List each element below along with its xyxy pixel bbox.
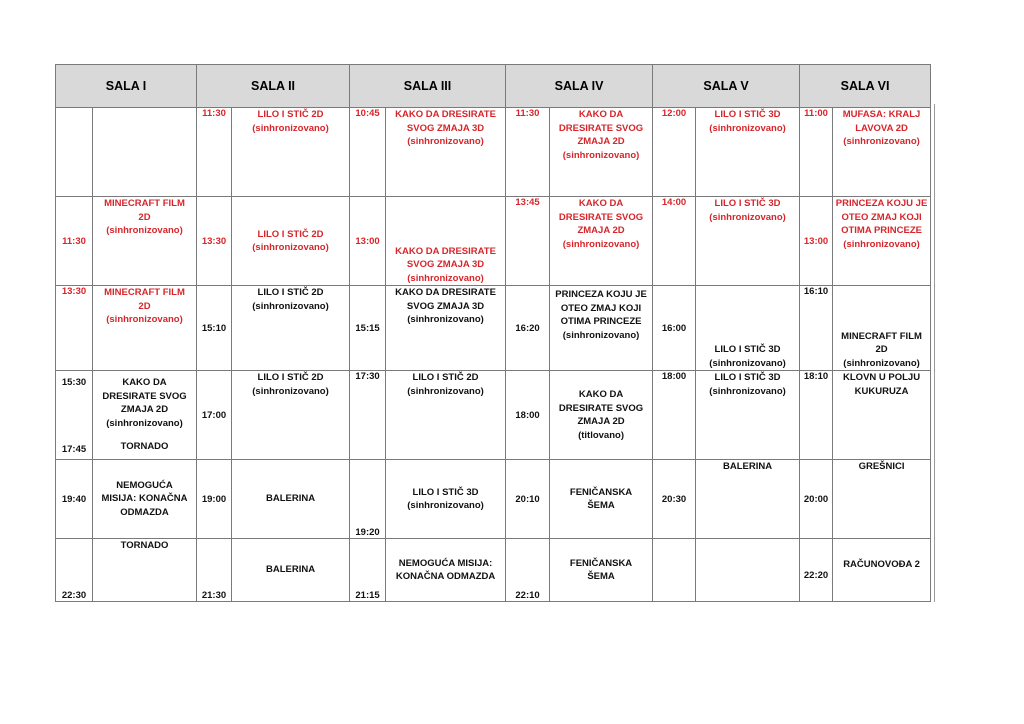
table-row [56,460,931,539]
movie-title: RAČUNOVOĐA 2 [833,539,931,602]
movie-title: NEMOGUĆA MISIJA: KONAČNA ODMAZDA [93,460,197,539]
movie-title: MINECRAFT FILM 2D (sinhronizovano) [93,197,197,286]
showtime: 16:10 [800,286,833,371]
movie-title: BALERINA [696,460,800,539]
table-row [56,539,931,602]
showtime: 12:00 [653,108,696,197]
table-row [56,108,931,197]
hall-header: SALA VI [800,65,931,108]
movie-title: MINECRAFT FILM 2D (sinhronizovano) [93,286,197,371]
movie-title: BALERINA [232,539,350,602]
showtime: 15:30 [61,377,87,388]
movie-title: TORNADO [120,441,169,452]
showtime: 18:10 [800,371,833,460]
showtime: 13:30 [197,197,232,286]
movie-title: FENIČANSKA ŠEMA [550,539,653,602]
showtime: 19:00 [197,460,232,539]
showtime: 16:00 [653,286,696,371]
showtime: 11:30 [56,197,93,286]
movie-title: KAKO DA DRESIRATE SVOG ZMAJA 2D (titlovano) [550,371,653,460]
showtime: 22:30 [56,539,93,602]
showtime: 21:15 [350,539,386,602]
movie-title: TORNADO [93,539,197,602]
showtime: 11:30 [197,108,232,197]
showtime: 11:30 [506,108,550,197]
showtime: 18:00 [506,371,550,460]
movie-title [696,539,800,602]
movie-title: KAKO DA DRESIRATE SVOG ZMAJA 2D (sinhronizovano) [550,108,653,197]
movie-title: KAKO DA DRESIRATE SVOG ZMAJA 2D (sinhronizovano) [550,197,653,286]
showtime: 21:30 [197,539,232,602]
showtime: 15:10 [197,286,232,371]
showtime: 13:45 [506,197,550,286]
showtime: 20:30 [653,460,696,539]
movie-title: LILO I STIČ 3D (sinhronizovano) [386,460,506,539]
movie-title: LILO I STIČ 2D (sinhronizovano) [232,371,350,460]
showtime [56,108,93,197]
page-edge-line [934,104,935,602]
showtime: 22:20 [800,539,833,602]
showtime [653,539,696,602]
cinema-schedule-table [55,64,931,602]
movie-title: PRINCEZA KOJU JE OTEO ZMAJ KOJI OTIMA PRINCEZE (sinhronizovano) [833,197,931,286]
movie-title: BALERINA [232,460,350,539]
showtime: 13:00 [800,197,833,286]
table-row [56,286,931,371]
movie-title: LILO I STIČ 2D (sinhronizovano) [232,286,350,371]
showtime: 20:10 [506,460,550,539]
showtime: 11:00 [800,108,833,197]
movie-title: MUFASA: KRALJ LAVOVA 2D (sinhronizovano) [833,108,931,197]
showtime: 22:10 [506,539,550,602]
header-row [56,65,931,108]
showtime: 17:00 [197,371,232,460]
movie-title: KAKO DA DRESIRATE SVOG ZMAJA 3D (sinhronizovano) [386,286,506,371]
showtime-cell [56,371,93,460]
showtime: 10:45 [350,108,386,197]
movie-title: FENIČANSKA ŠEMA [550,460,653,539]
movie-title: LILO I STIČ 2D (sinhronizovano) [386,371,506,460]
showtime: 16:20 [506,286,550,371]
showtime: 15:15 [350,286,386,371]
showtime: 19:20 [350,460,386,539]
movie-title: NEMOGUĆA MISIJA: KONAČNA ODMAZDA [386,539,506,602]
movie-title: LILO I STIČ 2D (sinhronizovano) [232,108,350,197]
movie-title: MINECRAFT FILM 2D (sinhronizovano) [833,286,931,371]
movie-title: LILO I STIČ 3D (sinhronizovano) [696,108,800,197]
hall-header: SALA II [197,65,350,108]
showtime: 18:00 [653,371,696,460]
showtime: 17:30 [350,371,386,460]
movie-title: LILO I STIČ 3D (sinhronizovano) [696,286,800,371]
movie-title: KLOVN U POLJU KUKURUZA [833,371,931,460]
movie-title: KAKO DA DRESIRATE SVOG ZMAJA 2D (sinhronizovano) TORNADO [93,371,197,460]
movie-title: KAKO DA DRESIRATE SVOG ZMAJA 3D (sinhronizovano) [386,108,506,197]
hall-header: SALA IV [506,65,653,108]
showtime: 14:00 [653,197,696,286]
showtime: 13:30 [56,286,93,371]
showtime: 20:00 [800,460,833,539]
movie-title: LILO I STIČ 2D (sinhronizovano) [232,197,350,286]
showtime: 17:45 [61,444,87,455]
hall-header: SALA I [56,65,197,108]
movie-title: PRINCEZA KOJU JE OTEO ZMAJ KOJI OTIMA PRINCEZE (sinhronizovano) [550,286,653,371]
movie-title [93,108,197,197]
showtime: 13:00 [350,197,386,286]
hall-header: SALA III [350,65,506,108]
movie-title: KAKO DA DRESIRATE SVOG ZMAJA 3D (sinhronizovano) [386,197,506,286]
movie-title: LILO I STIČ 3D (sinhronizovano) [696,197,800,286]
movie-title: GREŠNICI [833,460,931,539]
movie-title: LILO I STIČ 3D (sinhronizovano) [696,371,800,460]
table-row [56,371,931,460]
showtime: 19:40 [56,460,93,539]
table-row [56,197,931,286]
hall-header: SALA V [653,65,800,108]
